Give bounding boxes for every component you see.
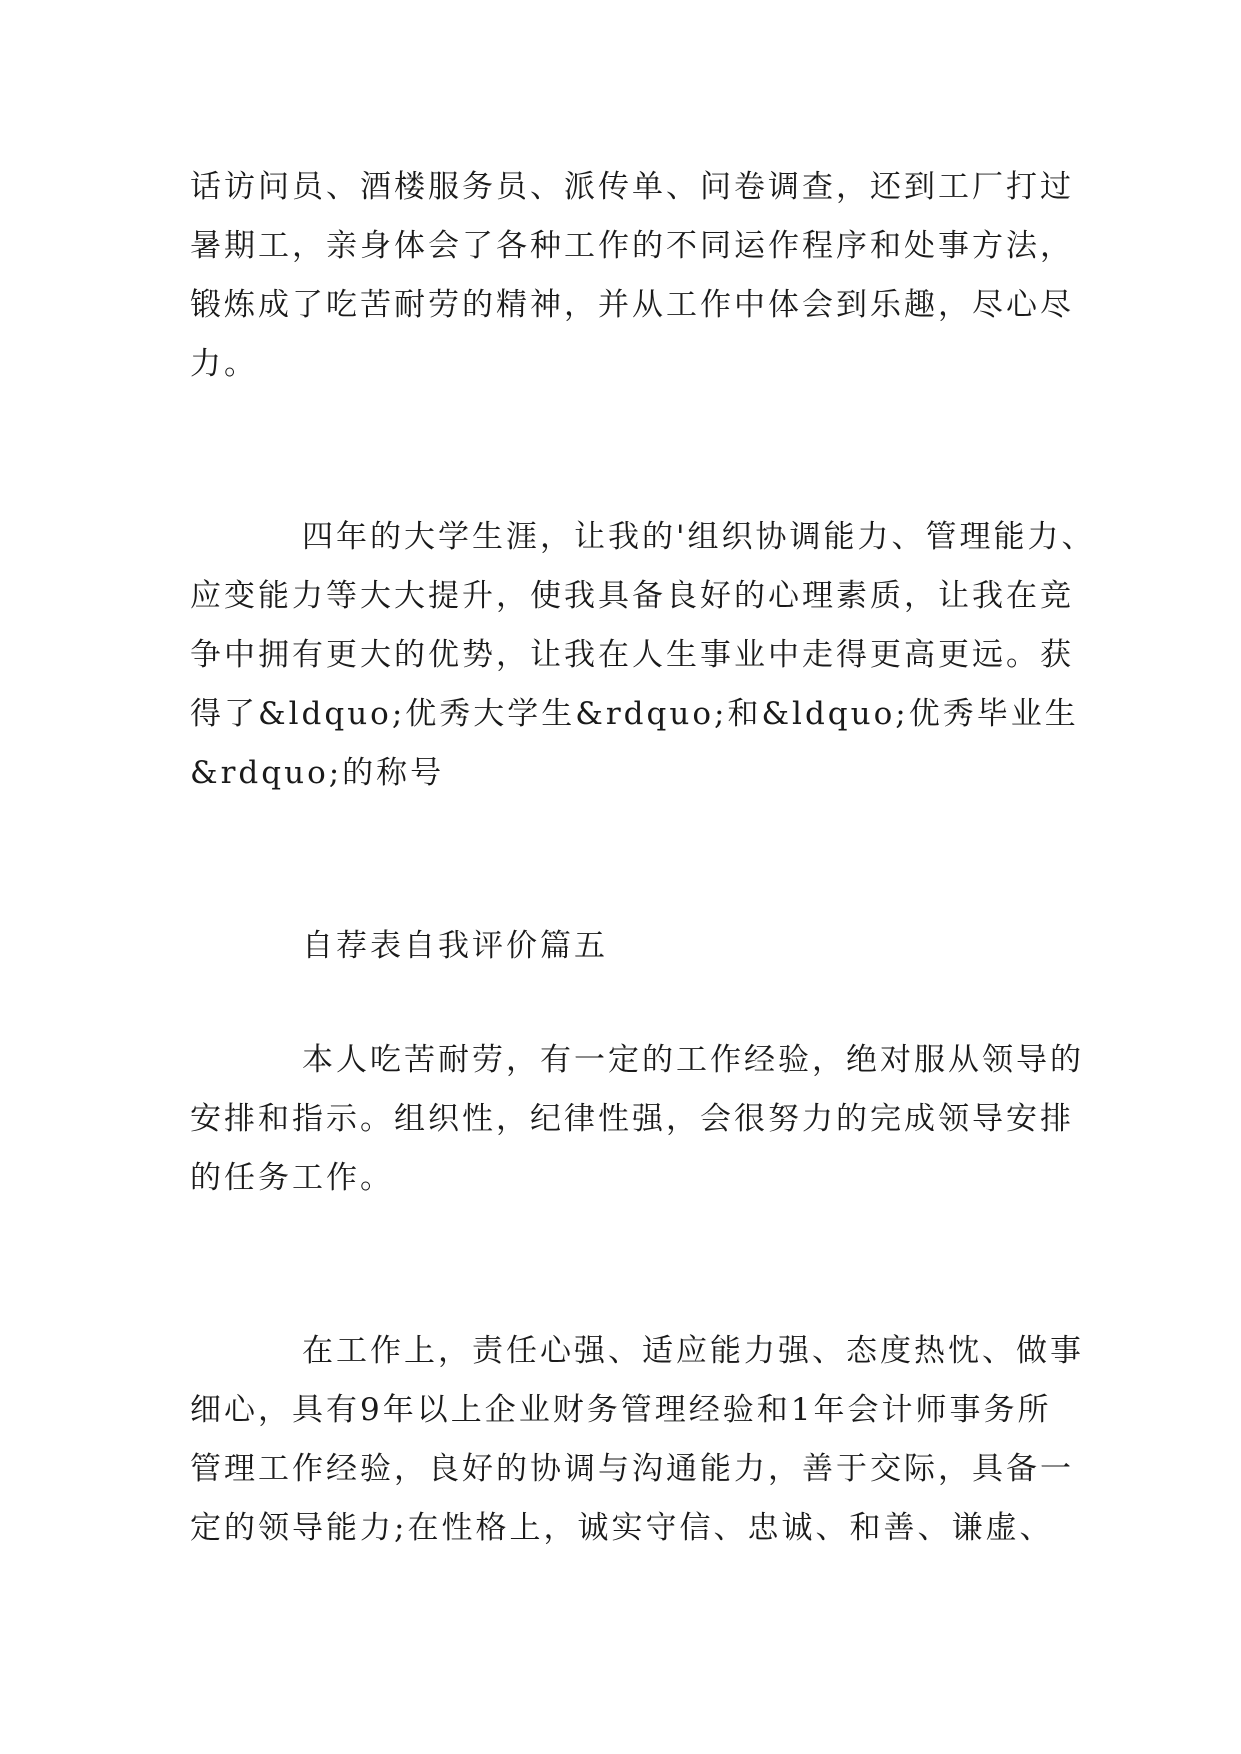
paragraph-2-line-1: 四年的大学生涯，让我的'组织协调能力、管理能力、 [302, 519, 1096, 555]
paragraph-4-line-1: 在工作上，责任心强、适应能力强、态度热忱、做事 [302, 1333, 1084, 1369]
paragraph-2-line-2: 应变能力等大大提升，使我具备良好的心理素质，让我在竞 [190, 578, 1074, 614]
paragraph-4-line-4: 定的领导能力;在性格上，诚实守信、忠诚、和善、谦虚、 [190, 1510, 1054, 1546]
paragraph-2-line-4: 得了&ldquo;优秀大学生&rdquo;和&ldquo;优秀毕业生 [190, 696, 1079, 732]
paragraph-2-line-5: &rdquo;的称号 [190, 755, 445, 791]
paragraph-4-line-3: 管理工作经验，良好的协调与沟通能力，善于交际，具备一 [190, 1451, 1074, 1487]
section-heading: 自荐表自我评价篇五 [302, 928, 608, 964]
paragraph-3-line-3: 的任务工作。 [190, 1160, 394, 1196]
paragraph-2-line-3: 争中拥有更大的优势，让我在人生事业中走得更高更远。获 [190, 637, 1074, 673]
paragraph-1-line-4: 力。 [190, 346, 258, 382]
paragraph-4-line-2: 细心，具有9年以上企业财务管理经验和1年会计师事务所 [190, 1392, 1052, 1428]
paragraph-1-line-1: 话访问员、酒楼服务员、派传单、问卷调查，还到工厂打过 [190, 169, 1074, 205]
paragraph-1-line-2: 暑期工，亲身体会了各种工作的不同运作程序和处事方法， [190, 228, 1074, 264]
paragraph-3-line-1: 本人吃苦耐劳，有一定的工作经验，绝对服从领导的 [302, 1042, 1084, 1078]
paragraph-3-line-2: 安排和指示。组织性，纪律性强，会很努力的完成领导安排 [190, 1101, 1074, 1137]
paragraph-1-line-3: 锻炼成了吃苦耐劳的精神，并从工作中体会到乐趣，尽心尽 [190, 287, 1074, 323]
